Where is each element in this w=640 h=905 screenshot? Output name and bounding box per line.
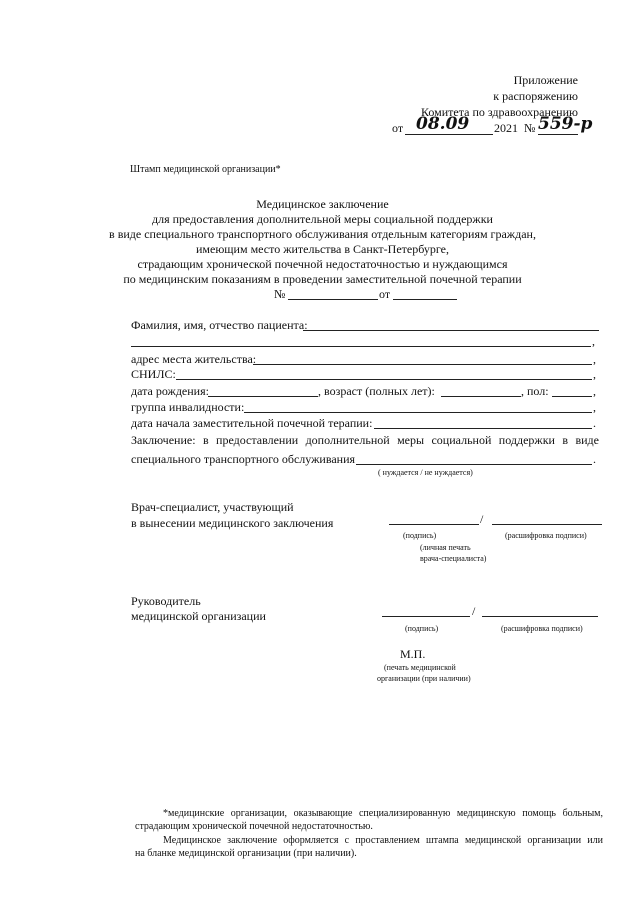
head-label-2: медицинской организации	[131, 609, 266, 623]
title-line-5: страдающим хронической почечной недостаточностью и нуждающимся	[137, 257, 508, 271]
fio-input-line[interactable]	[303, 330, 599, 331]
conclusion-dot: .	[593, 452, 596, 466]
title-line-1: Медицинское заключение	[256, 197, 389, 211]
therapy-start-dot: .	[593, 416, 596, 430]
disability-input-line[interactable]	[244, 412, 592, 413]
address-comma: ,	[593, 352, 596, 366]
doctor-slash: /	[480, 512, 484, 526]
sex-comma: ,	[593, 384, 596, 398]
head-decoding-hint: (расшифровка подписи)	[501, 624, 583, 633]
title-number-sign: №	[274, 287, 286, 301]
conclusion-input-line[interactable]	[356, 464, 592, 465]
stamp-label: Штамп медицинской организации*	[130, 164, 281, 175]
footnote-1-line-2: страдающим хронической почечной недостаточностью.	[135, 821, 373, 832]
title-line-3: в виде специального транспортного обслуживания отдельным категориям граждан,	[109, 227, 536, 241]
appendix-number-handwritten: 559-р	[538, 114, 593, 134]
footnote-2-line-1: Медицинское заключение оформляется с проставлением штампа медицинской организации или	[163, 835, 603, 846]
head-slash: /	[472, 604, 476, 618]
appendix-from: от	[392, 121, 404, 135]
appendix-line-3: Комитета по здравоохранению	[420, 105, 578, 119]
title-number-line	[288, 299, 378, 300]
footnote-1-line-1: *медицинские организации, оказывающие специализированную медицинскую помощь больным,	[163, 808, 603, 819]
conclusion-line-2: специального транспортного обслуживания	[131, 452, 356, 466]
fio-label: Фамилия, имя, отчество пациента:	[131, 318, 308, 332]
disability-comma: ,	[593, 400, 596, 414]
appendix-date-handwritten: 08.09	[416, 114, 470, 134]
fio-comma: ,	[592, 334, 595, 348]
doctor-seal-hint-2: врача-специалиста)	[420, 554, 487, 563]
title-line-6: по медицинским показаниям в проведении заместительной почечной терапии	[123, 272, 522, 286]
appendix-number-line	[538, 134, 578, 135]
appendix-year: 2021	[494, 121, 518, 135]
appendix-number-sign: №	[524, 121, 536, 135]
sex-input-line[interactable]	[552, 396, 592, 397]
head-signature-line[interactable]	[382, 616, 470, 617]
doctor-signature-line[interactable]	[389, 524, 479, 525]
disability-label: группа инвалидности:	[131, 400, 245, 414]
appendix-date-line	[405, 134, 493, 135]
address-input-line[interactable]	[253, 364, 592, 365]
appendix-line-2: к распоряжению	[493, 89, 578, 103]
head-signature-hint: (подпись)	[405, 624, 439, 633]
mp-label: М.П.	[400, 647, 426, 661]
age-label: , возраст (полных лет):	[318, 384, 435, 398]
birth-input-line[interactable]	[208, 396, 318, 397]
age-input-line[interactable]	[441, 396, 521, 397]
head-decoding-line[interactable]	[482, 616, 598, 617]
doctor-signature-hint: (подпись)	[403, 531, 437, 540]
title-line-2: для предоставления дополнительной меры социальной поддержки	[152, 212, 493, 226]
doctor-seal-hint-1: (личная печать	[420, 543, 471, 552]
doctor-label-1: Врач-специалист, участвующий	[131, 500, 294, 514]
snils-comma: ,	[593, 367, 596, 381]
doctor-label-2: в вынесении медицинского заключения	[131, 516, 334, 530]
head-label-1: Руководитель	[131, 594, 201, 608]
title-from: от	[379, 287, 391, 301]
sex-label: , пол:	[521, 384, 549, 398]
therapy-start-label: дата начала заместительной почечной терапии:	[131, 416, 373, 430]
therapy-start-input-line[interactable]	[374, 428, 592, 429]
fio-input-line-2[interactable]	[131, 346, 591, 347]
doctor-decoding-line[interactable]	[492, 524, 602, 525]
title-date-line	[393, 299, 457, 300]
title-line-4: имеющим место жительства в Санкт-Петербурге,	[196, 242, 449, 256]
conclusion-line-1: Заключение: в предоставлении дополнительной меры социальной поддержки в виде	[131, 433, 599, 447]
mp-hint-1: (печать медицинской	[384, 663, 456, 672]
footnote-2-line-2: на бланке медицинской организации (при наличии).	[135, 848, 357, 859]
snils-input-line[interactable]	[176, 379, 592, 380]
appendix-line-1: Приложение	[513, 73, 578, 87]
snils-label: СНИЛС:	[131, 367, 176, 381]
needs-hint: ( нуждается / не нуждается)	[378, 468, 473, 477]
birth-label: дата рождения:	[131, 384, 209, 398]
mp-hint-2: организации (при наличии)	[377, 674, 471, 683]
doctor-decoding-hint: (расшифровка подписи)	[505, 531, 587, 540]
address-label: адрес места жительства:	[131, 352, 257, 366]
